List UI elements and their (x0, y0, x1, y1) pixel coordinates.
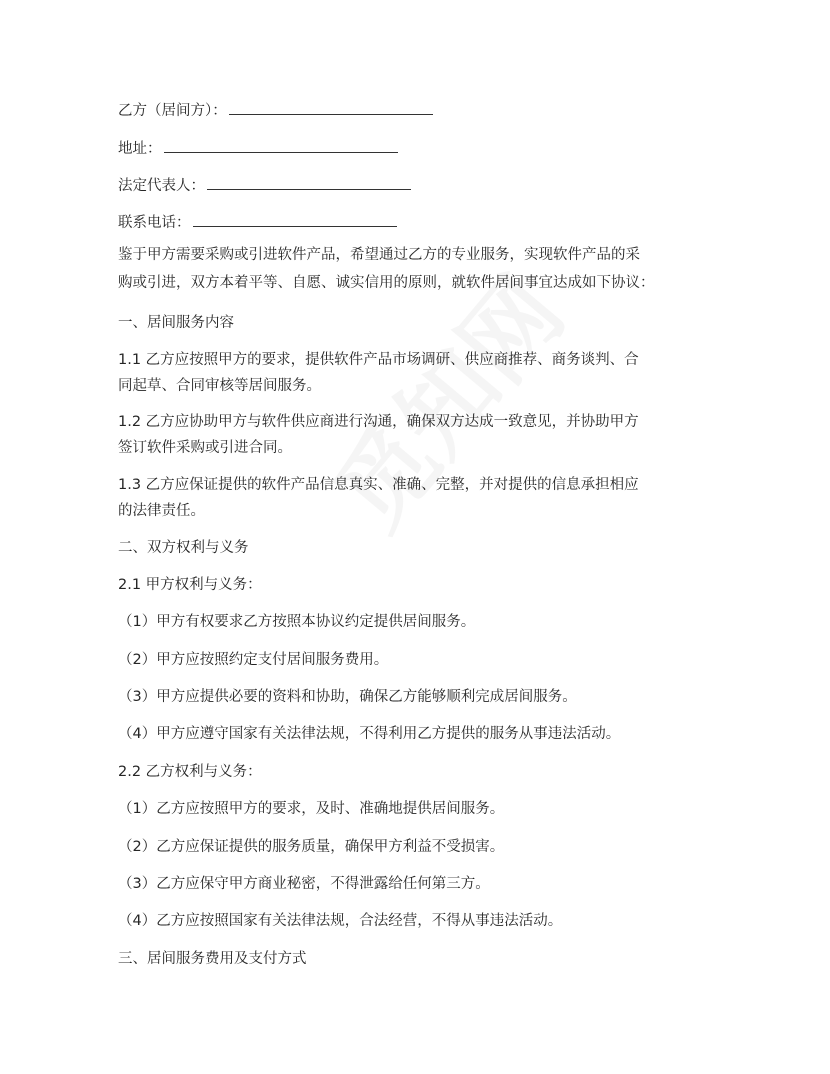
clause-1-1-line-1: 1.1 乙方应按照甲方的要求，提供软件产品市场调研、供应商推荐、商务谈判、合 (118, 352, 639, 368)
clause-1-3-line-1: 1.3 乙方应保证提供的软件产品信息真实、准确、完整，并对提供的信息承担相应 (118, 477, 639, 493)
party-b-blank (229, 100, 433, 115)
preamble-line-2: 购或引进，双方本着平等、自愿、诚实信用的原则，就软件居间事宜达成如下协议： (118, 275, 655, 291)
legal-rep-blank (207, 175, 411, 190)
address-label: 地址： (118, 141, 162, 157)
clause-1-1-line-2: 同起草、合同审核等居间服务。 (118, 378, 321, 394)
clause-1-3-line-2: 的法律责任。 (118, 503, 205, 519)
clause-2-2-item-1: （1）乙方应按照甲方的要求，及时、准确地提供居间服务。 (118, 801, 505, 817)
preamble-line-1: 鉴于甲方需要采购或引进软件产品，希望通过乙方的专业服务，实现软件产品的采 (118, 247, 640, 263)
legal-rep-label: 法定代表人： (118, 178, 205, 194)
clause-1-2-line-2: 签订软件采购或引进合同。 (118, 440, 292, 456)
section-2-title: 二、双方权利与义务 (118, 540, 249, 556)
section-1-title: 一、居间服务内容 (118, 315, 234, 331)
address-blank (164, 138, 398, 153)
clause-1-2-line-1: 1.2 乙方应协助甲方与软件供应商进行沟通，确保双方达成一致意见，并协助甲方 (118, 414, 639, 430)
phone-blank (193, 212, 397, 227)
section-3-title: 三、居间服务费用及支付方式 (118, 951, 307, 967)
phone-label: 联系电话： (118, 215, 191, 231)
address-line (118, 138, 718, 159)
clause-2-2-title: 2.2 乙方权利与义务： (118, 764, 262, 780)
party-b-label: 乙方（居间方）： (118, 103, 227, 119)
legal-rep-line (118, 175, 718, 196)
clause-2-1-item-1: （1）甲方有权要求乙方按照本协议约定提供居间服务。 (118, 614, 476, 630)
clause-2-2-item-3: （3）乙方应保守甲方商业秘密，不得泄露给任何第三方。 (118, 876, 490, 892)
clause-2-2-item-2: （2）乙方应保证提供的服务质量，确保甲方利益不受损害。 (118, 839, 505, 855)
clause-2-2-item-4: （4）乙方应按照国家有关法律法规，合法经营，不得从事违法活动。 (118, 913, 563, 929)
clause-2-1-item-3: （3）甲方应提供必要的资料和协助，确保乙方能够顺利完成居间服务。 (118, 689, 577, 705)
phone-line (118, 212, 718, 233)
party-b-line (118, 100, 718, 121)
clause-2-1-item-4: （4）甲方应遵守国家有关法律法规，不得利用乙方提供的服务从事违法活动。 (118, 726, 621, 742)
clause-2-1-item-2: （2）甲方应按照约定支付居间服务费用。 (118, 652, 389, 668)
clause-2-1-title: 2.1 甲方权利与义务： (118, 577, 262, 593)
